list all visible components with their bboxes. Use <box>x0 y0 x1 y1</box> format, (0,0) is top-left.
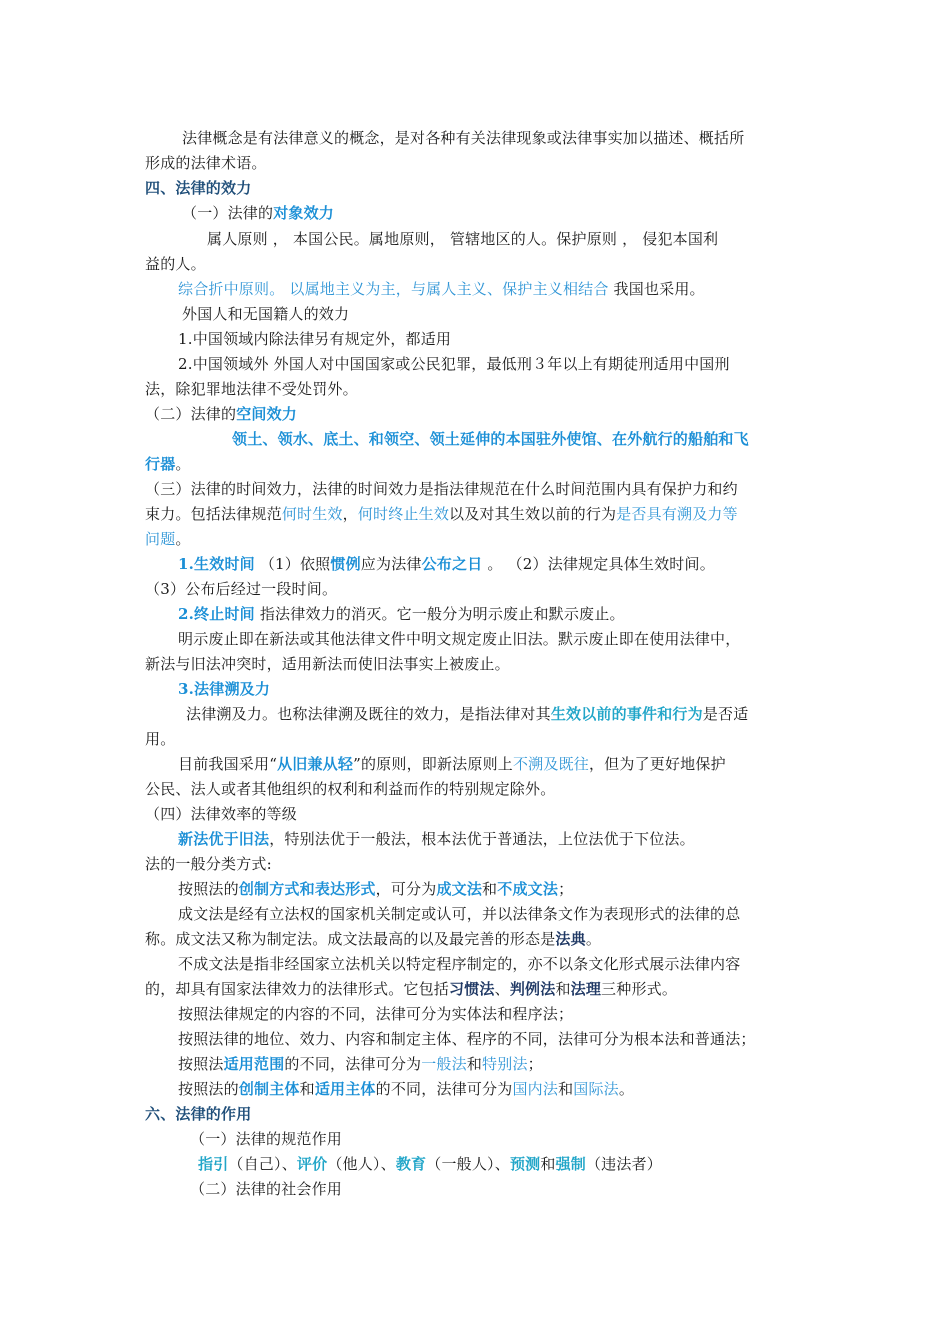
highlight-text: 对象效力 <box>273 204 335 222</box>
paragraph-line <box>145 577 815 602</box>
text: 按照法律的地位、效力、内容和制定主体、程序的不同，法律可分为根本法和普通法； <box>178 1030 756 1048</box>
paragraph-line <box>145 777 815 802</box>
text: （一）法律的规范作用 <box>190 1130 343 1148</box>
highlight-text: 2.终止时间 <box>178 605 255 623</box>
highlight-text: 是否具有溯及力等 <box>616 505 738 523</box>
text: （自己）、 <box>228 1155 297 1173</box>
subsection-heading <box>190 1177 860 1202</box>
text: （一）法律的 <box>182 204 274 222</box>
paragraph-line <box>145 527 815 552</box>
text: 应为法律 <box>360 555 422 573</box>
paragraph-line <box>178 627 848 652</box>
paragraph-line <box>232 427 902 452</box>
highlight-text: 从旧兼从轻 <box>277 755 354 773</box>
highlight-text: 法典 <box>555 930 586 948</box>
highlight-text: 评价 <box>296 1155 328 1173</box>
highlight-text: 行器 <box>145 455 176 473</box>
highlight-text: 特别法 <box>482 1055 528 1073</box>
paragraph-line <box>145 502 815 527</box>
text: 束力。包括法律规范 <box>145 505 282 523</box>
highlight-text: 成文法 <box>436 880 483 898</box>
highlight-text: 习惯法 <box>449 980 495 998</box>
text: 明示废止即在新法或其他法律文件中明文规定废止旧法。默示废止即在使用法律中， <box>178 630 741 648</box>
text: 按照法 <box>178 1055 224 1073</box>
paragraph-line <box>145 252 815 277</box>
highlight-text: 适用主体 <box>314 1080 376 1098</box>
text: 的不同，法律可分为 <box>375 1080 513 1098</box>
text: （违法者） <box>585 1155 662 1173</box>
text: 法律溯及力。也称法律溯及既往的效力，是指法律对其 <box>186 705 551 723</box>
highlight-text: 预测 <box>509 1155 541 1173</box>
text: 益的人。 <box>145 255 206 273</box>
highlight-text: 创制主体 <box>238 1080 300 1098</box>
highlight-text: 不溯及既往 <box>512 755 589 773</box>
text: 。 <box>175 455 191 473</box>
text: （二）法律的 <box>145 405 237 423</box>
text: 和 <box>299 1080 315 1098</box>
paragraph-line <box>207 227 877 252</box>
highlight-text: 不成文法 <box>497 880 559 898</box>
paragraph-line <box>178 552 848 577</box>
text: 法，除犯罪地法律不受处罚外。 <box>145 380 358 398</box>
paragraph-line <box>178 277 848 302</box>
text: 、 <box>494 980 510 998</box>
text: 的不同，法律可分为 <box>284 1055 422 1073</box>
text: 1.中国领域内除法律另有规定外，都适用 <box>178 330 452 348</box>
paragraph-line <box>178 677 848 702</box>
text: ，特别法优于一般法，根本法优于普通法，上位法优于下位法。 <box>269 830 695 848</box>
list-item <box>178 327 848 352</box>
highlight-text: 指引 <box>198 1155 229 1173</box>
text: ； <box>527 1055 543 1073</box>
text: 和 <box>540 1155 556 1173</box>
paragraph-line <box>182 302 852 327</box>
text: （3）公布后经过一段时间。 <box>145 580 338 598</box>
text: 外国人和无国籍人的效力 <box>182 305 350 323</box>
text: 形成的法律术语。 <box>145 154 267 172</box>
highlight-text: 空间效力 <box>236 405 298 423</box>
text: 公民、法人或者其他组织的权利和利益而作的特别规定除外。 <box>145 780 556 798</box>
text: （二）法律的社会作用 <box>190 1180 343 1198</box>
text: 2.中国领域外 外国人对中国国家或公民犯罪，最低刑３年以上有期徒刑适用中国刑 <box>178 355 730 373</box>
text: ，但为了更好地保护 <box>588 755 726 773</box>
list-item <box>178 352 848 377</box>
section-heading-4: 四、法律的效力 <box>145 179 252 197</box>
text: 以及对其生效以前的行为 <box>449 505 617 523</box>
text: 目前我国采用“ <box>178 755 278 773</box>
text: 和 <box>555 980 571 998</box>
paragraph-line <box>178 602 848 627</box>
paragraph-line <box>182 126 852 151</box>
subsection-heading <box>145 402 815 427</box>
text: 和 <box>482 880 498 898</box>
text: 按照法律规定的内容的不同，法律可分为实体法和程序法； <box>178 1005 574 1023</box>
text: （一般人）、 <box>426 1155 510 1173</box>
highlight-text: 判例法 <box>509 980 556 998</box>
paragraph-line <box>145 852 815 877</box>
text: 法的一般分类方式: <box>145 855 272 873</box>
highlight-text: 国际法 <box>573 1080 619 1098</box>
text: 。 <box>618 1080 635 1098</box>
text: 成文法是经有立法权的国家机关制定或认可，并以法律条文作为表现形式的法律的总 <box>178 905 741 923</box>
highlight-text: 创制方式和表达形式 <box>238 880 376 898</box>
text: ，可分为 <box>375 880 437 898</box>
text: ， <box>342 505 358 523</box>
text: ； <box>558 880 574 898</box>
text: （四）法律效率的等级 <box>145 805 298 823</box>
paragraph-line <box>178 902 848 927</box>
text: 法律概念是有法律意义的概念，是对各种有关法律现象或法律事实加以描述、概括所 <box>182 129 745 147</box>
highlight-text: 何时终止生效 <box>357 505 450 523</box>
text: 属人原则 ， 本国公民。属地原则， 管辖地区的人。保护原则 ， 侵犯本国利 <box>207 230 719 248</box>
text: 按照法的 <box>178 1080 239 1098</box>
text: 称。成文法又称为制定法。成文法最高的以及最完善的形态是 <box>145 930 556 948</box>
highlight-text: 一般法 <box>421 1055 467 1073</box>
text: ”的原则，即新法原则上 <box>353 755 513 773</box>
subsection-heading <box>182 201 852 226</box>
paragraph-line <box>178 1052 848 1077</box>
text: 三种形式。 <box>601 980 678 998</box>
paragraph-line <box>145 927 815 952</box>
text: 。 <box>175 530 191 548</box>
highlight-text: 3.法律溯及力 <box>178 680 271 698</box>
paragraph-line <box>178 827 848 852</box>
text: 的，却具有国家法律效力的法律形式。它包括 <box>145 980 450 998</box>
text: 。 （2）法律规定具体生效时间。 <box>482 555 715 573</box>
text: 指法律效力的消灭。它一般分为明示废止和默示废止。 <box>254 605 625 623</box>
highlight-text: 教育 <box>395 1155 427 1173</box>
text: 。 <box>585 930 602 948</box>
text: （三）法律的时间效力，法律的时间效力是指法律规范在什么时间范围内具有保护力和约 <box>145 480 738 498</box>
paragraph-line <box>145 452 815 477</box>
highlight-text: 问题 <box>145 530 176 548</box>
text: 用。 <box>145 730 176 748</box>
paragraph-line <box>145 477 815 502</box>
paragraph-line <box>178 877 848 902</box>
highlight-text: 国内法 <box>512 1080 559 1098</box>
paragraph-line <box>145 151 815 176</box>
paragraph-line <box>145 377 815 402</box>
text: 按照法的 <box>178 880 239 898</box>
subsection-heading <box>190 1127 860 1152</box>
paragraph-line <box>145 977 815 1002</box>
text: 是否适 <box>702 705 749 723</box>
paragraph-line <box>198 1152 868 1177</box>
paragraph-line <box>178 1002 848 1027</box>
section-heading-6: 六、法律的作用 <box>145 1105 252 1123</box>
paragraph-line <box>145 727 815 752</box>
highlight-text: 领土、领水、底土、和领空、领土延伸的本国驻外使馆、在外航行的船舶和飞 <box>232 430 749 448</box>
highlight-text: 1.生效时间 <box>178 555 255 573</box>
text: 我国也采用。 <box>613 280 705 298</box>
text: （他人）、 <box>327 1155 396 1173</box>
paragraph-line <box>186 702 856 727</box>
paragraph-line <box>178 1077 848 1102</box>
highlight-text: 何时生效 <box>281 505 343 523</box>
text: 和 <box>558 1080 574 1098</box>
highlight-text: 新法优于旧法 <box>178 830 270 848</box>
text: 不成文法是指非经国家立法机关以特定程序制定的，亦不以条文化形式展示法律内容 <box>178 955 741 973</box>
paragraph-line <box>178 1027 848 1052</box>
highlight-text: 综合折中原则。 以属地主义为主，与属人主义、保护主义相结合 <box>178 280 609 298</box>
highlight-text: 强制 <box>555 1155 586 1173</box>
text: 新法与旧法冲突时，适用新法而使旧法事实上被废止。 <box>145 655 510 673</box>
text: 和 <box>466 1055 483 1073</box>
paragraph-line <box>145 652 815 677</box>
paragraph-line <box>178 952 848 977</box>
highlight-text: 适用范围 <box>223 1055 285 1073</box>
highlight-text: 公布之日 <box>421 555 483 573</box>
subsection-heading <box>145 802 815 827</box>
text: （1）依照 <box>254 555 331 573</box>
highlight-text: 生效以前的事件和行为 <box>550 705 703 723</box>
highlight-text: 惯例 <box>330 555 361 573</box>
paragraph-line <box>178 752 848 777</box>
highlight-text: 法理 <box>570 980 602 998</box>
